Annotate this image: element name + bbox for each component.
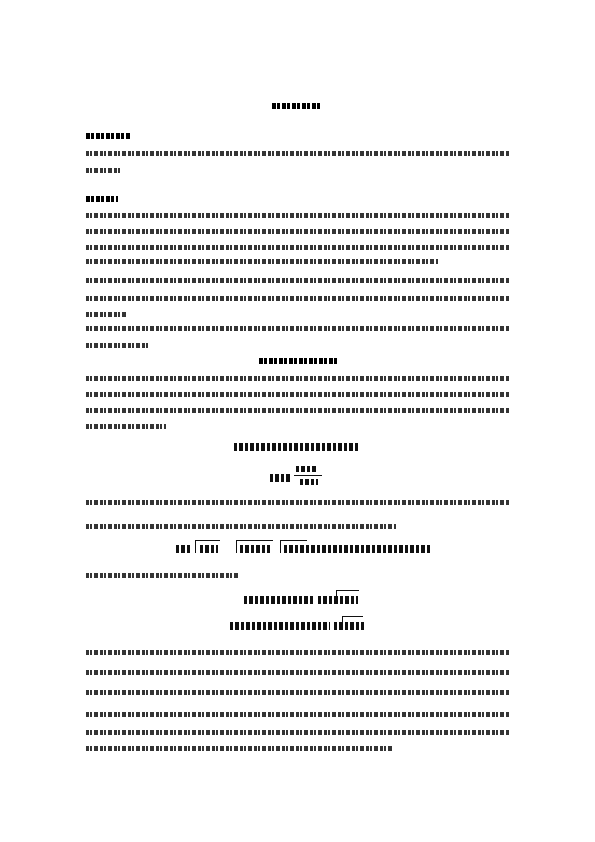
equation-5-term: [334, 622, 364, 630]
equation-2-numerator: [296, 466, 318, 472]
paragraph-line: [86, 168, 120, 173]
paragraph-line: [86, 229, 510, 234]
paragraph-line: [86, 670, 510, 675]
paragraph-line: [86, 259, 438, 264]
paragraph-line: [86, 573, 238, 578]
paragraph-line: [86, 296, 510, 301]
paragraph-line: [86, 424, 166, 429]
equation-3-term: [240, 545, 270, 553]
section-heading-2: [86, 196, 118, 202]
paragraph-line: [86, 343, 148, 348]
subsection-heading: [259, 358, 337, 364]
paragraph-line: [86, 408, 510, 413]
paragraph-line: [86, 151, 510, 156]
paragraph-line: [86, 376, 510, 381]
paragraph-line: [86, 730, 510, 735]
paragraph-line: [86, 524, 396, 529]
equation-4-term: [318, 596, 358, 604]
paragraph-line: [86, 326, 510, 331]
paragraph-line: [86, 690, 510, 695]
equation-2: [270, 474, 290, 482]
equation-4: [244, 596, 314, 604]
paragraph-line: [86, 712, 510, 717]
paragraph-line: [86, 213, 510, 218]
paragraph-line: [86, 245, 510, 250]
paragraph-line: [86, 650, 510, 655]
equation-2-denominator: [300, 479, 318, 485]
paragraph-line: [86, 500, 510, 505]
paragraph-line: [86, 746, 392, 751]
page-title: [272, 103, 322, 109]
section-heading-1: [86, 133, 131, 139]
equation-1: [234, 443, 360, 451]
equation-5: [230, 622, 330, 630]
paragraph-line: [86, 392, 510, 397]
equation-3-lhs: [176, 545, 192, 553]
equation-3-rhs: [284, 545, 430, 553]
paragraph-line: [86, 312, 128, 317]
fraction-bar: [294, 475, 322, 476]
paragraph-line: [86, 278, 510, 283]
equation-3-term: [200, 545, 218, 553]
